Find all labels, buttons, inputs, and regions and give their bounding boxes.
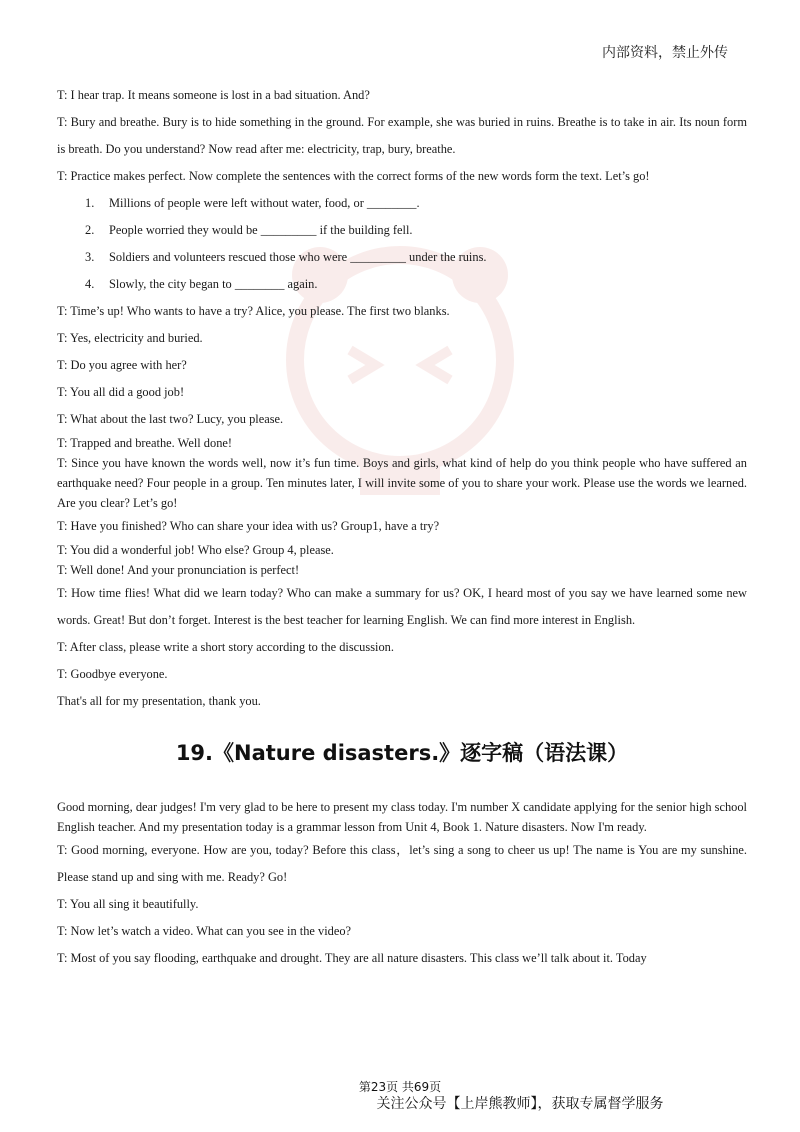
fun-time-paragraph: T: Since you have known the words well, now it’s fun time. Boys and girls, what kind of help do you think people who have suffered an earthquake need? Four people in a group. Ten minutes later, I will invite some of you to share your work. Please use the words we learned. Are you clear? Let’s go! [57,456,747,510]
exercise-item: 3. Soldiers and volunteers rescued those who were _________ under the ruins. [85,250,487,264]
page-number: 第23页 共69页 [358,1080,442,1094]
line-practice: T: Practice makes perfect. Now complete the sentences with the correct forms of the new words form the text. Let’s go! [57,169,650,183]
dialogue-line: T: Yes, electricity and buried. [57,331,203,345]
follow-notice: 关注公众号【上岸熊教师】，获取专属督学服务 [376,1096,664,1112]
dialogue-line: T: You all did a good job! [57,385,185,399]
lesson-line: T: Most of you say flooding, earthquake and drought. They are all nature disasters. This class we’ll talk about it. Today [57,951,647,965]
dialogue-line: T: Trapped and breathe. Well done! [57,436,233,450]
dialogue-line: T: Do you agree with her? [57,358,187,372]
exercise-item: 1. Millions of people were left without water, food, or ________. [85,196,420,210]
section-title: 19.《Nature disasters.》逐字稿（语法课） [175,741,629,765]
dialogue-line: T: Time’s up! Who wants to have a try? Alice, you please. The first two blanks. [57,304,450,318]
exercise-item: 4. Slowly, the city began to ________ again. [85,277,318,291]
lesson-line: T: Good morning, everyone. How are you, today? Before this class，let’s sing a song to cheer us up! The name is You are my sunshine. Please stand up and sing with me. Ready? Go! [57,843,747,884]
line-bury-breathe: T: Bury and breathe. Bury is to hide something in the ground. For example, she was buried in ruins. Breathe is to take in air. Its noun form is breath. Do you understand? Now read after me: electricity, trap, bury, breathe. [57,115,747,156]
pronunciation-line: T: Well done! And your pronunciation is perfect! [57,563,300,577]
share-line: T: You did a wonderful job! Who else? Group 4, please. [57,543,334,557]
share-line: T: Have you finished? Who can share your idea with us? Group1, have a try? [57,519,440,533]
closing-line: T: After class, please write a short story according to the discussion. [57,640,394,654]
confidential-note: 内部资料，禁止外传 [602,45,728,61]
intro-paragraph: Good morning, dear judges! I'm very glad to be here to present my class today. I'm number X candidate applying for the senior high school English teacher. And my presentation today is a grammar lesson from Unit 4, Book 1. Nature disasters. Now I'm ready. [57,800,747,834]
dialogue-line: T: What about the last two? Lucy, you please. [57,412,284,426]
summary-paragraph: T: How time flies! What did we learn today? Who can make a summary for us? OK, I heard most of you say we have learned some new words. Great! But don’t forget. Interest is the best teacher for learning English. We can find more interest in English. [57,586,747,627]
closing-line: That's all for my presentation, thank you. [57,694,261,708]
line-trap: T: I hear trap. It means someone is lost in a bad situation. And? [57,88,370,102]
document-body [57,82,747,972]
lesson-line: T: Now let’s watch a video. What can you see in the video? [57,924,352,938]
lesson-line: T: You all sing it beautifully. [57,897,199,911]
exercise-item: 2. People worried they would be _________ if the building fell. [85,223,413,237]
closing-line: T: Goodbye everyone. [57,667,168,681]
